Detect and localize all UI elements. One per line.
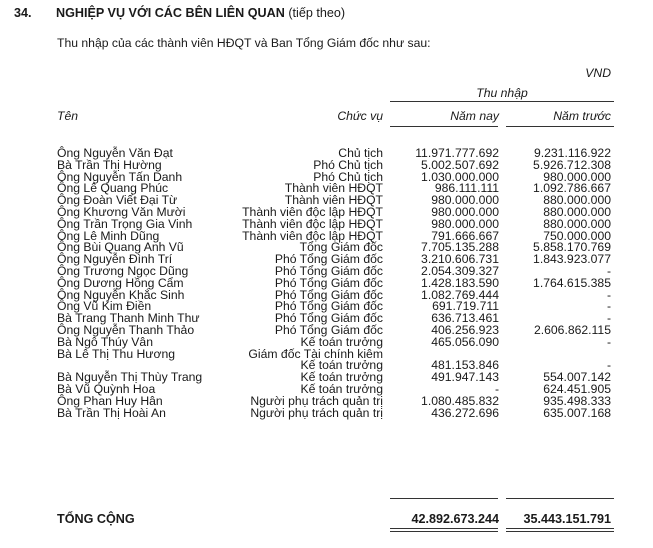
row-prior-year: 880.000.000 xyxy=(543,193,611,208)
row-name: Ông Bùi Quang Anh Vũ xyxy=(57,240,184,255)
row-position: Phó Tổng Giám đốc xyxy=(274,252,383,267)
row-name: Ông Nguyễn Tấn Danh xyxy=(57,169,183,184)
row-prior-year: 1.764.615.385 xyxy=(533,275,611,290)
row-prior-year: 554.007.142 xyxy=(543,370,611,385)
section-title: NGHIỆP VỤ VỚI CÁC BÊN LIÊN QUAN xyxy=(56,6,285,20)
row-prior-year: 935.498.333 xyxy=(543,393,611,408)
header-underline-current xyxy=(390,126,498,127)
column-header-name: Tên xyxy=(57,109,79,123)
table-row xyxy=(0,405,653,420)
currency-unit: VND xyxy=(585,66,611,80)
row-current-year: 980.000.000 xyxy=(431,216,499,231)
row-position: Kế toán trưởng xyxy=(300,334,383,349)
row-prior-year: - xyxy=(606,299,611,314)
income-table-body xyxy=(0,148,653,419)
section-continued: (tiếp theo) xyxy=(288,6,346,20)
row-current-year: 436.272.696 xyxy=(431,405,499,420)
subtotal-line-prior xyxy=(506,498,614,499)
row-name: Bà Trang Thanh Minh Thư xyxy=(57,311,200,326)
row-current-year: 1.030.000.000 xyxy=(421,169,499,184)
row-position: Kế toán trưởng xyxy=(300,381,383,396)
row-prior-year: 9.231.116.922 xyxy=(533,146,611,160)
row-current-year: - xyxy=(494,381,499,396)
row-current-year: 980.000.000 xyxy=(431,204,499,219)
row-position: Phó Tổng Giám đốc xyxy=(274,275,383,290)
row-prior-year: 980.000.000 xyxy=(543,169,611,184)
row-position: Thành viên độc lập HĐQT xyxy=(242,228,383,243)
row-name: Ông Nguyễn Văn Đạt xyxy=(57,146,173,160)
row-current-year: 3.210.606.731 xyxy=(421,252,499,267)
row-prior-year: 1.092.786.667 xyxy=(533,181,611,196)
row-current-year: 1.082.769.444 xyxy=(421,287,499,302)
row-position: Kế toán trưởng xyxy=(300,370,383,385)
row-prior-year: 5.858.170.769 xyxy=(533,240,611,255)
row-position: Người phụ trách quản trị xyxy=(250,393,383,408)
row-position: Kế toán trưởng xyxy=(300,358,383,373)
row-prior-year: - xyxy=(606,311,611,326)
row-position: Người phụ trách quản trị xyxy=(250,405,383,420)
row-name: Ông Nguyễn Đình Trí xyxy=(57,252,173,267)
row-prior-year: - xyxy=(606,287,611,302)
row-current-year: 986.111.111 xyxy=(434,181,499,196)
row-name: Ông Vũ Kim Điền xyxy=(57,299,152,314)
row-name: Bà Lê Thị Thu Hương xyxy=(57,346,176,361)
row-position: Phó Tổng Giám đốc xyxy=(274,263,383,278)
row-position: Chủ tịch xyxy=(338,146,383,160)
row-position: Phó Tổng Giám đốc xyxy=(274,299,383,314)
row-name: Ông Nguyễn Khắc Sinh xyxy=(57,287,185,302)
row-current-year: 5.002.507.692 xyxy=(421,157,499,172)
row-position: Giám đốc Tài chính kiêm xyxy=(248,346,383,361)
row-current-year: 11.971.777.692 xyxy=(415,146,499,160)
row-current-year: 1.428.183.590 xyxy=(421,275,499,290)
row-name: Ông Đoàn Viết Đại Từ xyxy=(57,193,178,208)
row-name: Ông Trần Trọng Gia Vinh xyxy=(57,216,193,231)
row-name: Ông Dương Hồng Cẩm xyxy=(57,275,184,290)
row-name: Ông Nguyễn Thanh Thảo xyxy=(57,322,195,337)
row-current-year: 491.947.143 xyxy=(431,370,499,385)
row-prior-year: 624.451.905 xyxy=(543,381,611,396)
row-position: Thành viên độc lập HĐQT xyxy=(242,204,383,219)
row-prior-year: 635.007.168 xyxy=(543,405,611,420)
total-double-underline-current xyxy=(390,528,498,532)
header-underline-prior xyxy=(506,126,614,127)
row-current-year: 791.666.667 xyxy=(431,228,499,243)
row-prior-year: - xyxy=(606,358,611,373)
row-name: Bà Ngô Thúy Vân xyxy=(57,334,153,349)
section-heading xyxy=(14,6,345,20)
total-double-underline-prior xyxy=(506,528,614,532)
row-position: Thành viên HĐQT xyxy=(284,181,383,196)
row-current-year: 465.056.090 xyxy=(431,334,499,349)
income-group-header: Thu nhập xyxy=(390,86,614,102)
column-header-position: Chức vụ xyxy=(337,109,383,123)
row-position: Phó Tổng Giám đốc xyxy=(274,322,383,337)
row-current-year: 7.705.135.288 xyxy=(421,240,499,255)
row-prior-year: - xyxy=(606,334,611,349)
subtotal-line-current xyxy=(390,498,498,499)
row-position: Thành viên độc lập HĐQT xyxy=(242,216,383,231)
section-number: 34. xyxy=(14,6,32,20)
row-name: Bà Vũ Quỳnh Hoa xyxy=(57,381,156,396)
total-label: TỔNG CỘNG xyxy=(57,512,135,526)
row-name: Ông Trương Ngọc Dũng xyxy=(57,263,189,278)
row-current-year: 691.719.711 xyxy=(432,299,499,314)
row-prior-year: 5.926.712.308 xyxy=(533,157,611,172)
row-position: Tổng Giám đốc xyxy=(299,240,383,255)
row-name: Bà Trần Thị Hoài An xyxy=(57,405,166,420)
row-current-year: 980.000.000 xyxy=(431,193,499,208)
row-position: Phó Tổng Giám đốc xyxy=(274,287,383,302)
row-current-year: 636.713.461 xyxy=(431,311,499,326)
row-current-year: 2.054.309.327 xyxy=(421,263,499,278)
row-current-year: 406.256.923 xyxy=(431,322,499,337)
row-prior-year: 880.000.000 xyxy=(543,204,611,219)
row-current-year: 481.153.846 xyxy=(431,358,499,373)
row-position: Phó Tổng Giám đốc xyxy=(274,311,383,326)
row-position: Phó Chủ tịch xyxy=(313,169,383,184)
total-current-year: 42.892.673.244 xyxy=(411,512,499,526)
column-header-prior-year: Năm trước xyxy=(553,109,611,123)
row-prior-year: 880.000.000 xyxy=(543,216,611,231)
row-position: Phó Chủ tịch xyxy=(313,157,383,172)
row-prior-year: 1.843.923.077 xyxy=(533,252,611,267)
row-position: Thành viên HĐQT xyxy=(284,193,383,208)
column-header-current-year: Năm nay xyxy=(450,109,499,123)
row-prior-year: 2.606.862.115 xyxy=(533,322,611,337)
row-name: Bà Nguyễn Thị Thùy Trang xyxy=(57,370,203,385)
row-prior-year: 750.000.000 xyxy=(543,228,611,243)
row-name: Ông Lê Quang Phúc xyxy=(57,181,169,196)
row-name: Ông Khương Văn Mười xyxy=(57,204,186,219)
intro-text: Thu nhập của các thành viên HĐQT và Ban Tổng Giám đốc như sau: xyxy=(57,36,431,50)
row-current-year: 1.080.485.832 xyxy=(421,393,499,408)
row-prior-year: - xyxy=(606,263,611,278)
row-name: Ông Phan Huy Hân xyxy=(57,393,163,408)
row-name: Ông Lê Minh Dũng xyxy=(57,228,160,243)
row-name: Bà Trần Thị Hường xyxy=(57,157,162,172)
total-prior-year: 35.443.151.791 xyxy=(523,512,611,526)
